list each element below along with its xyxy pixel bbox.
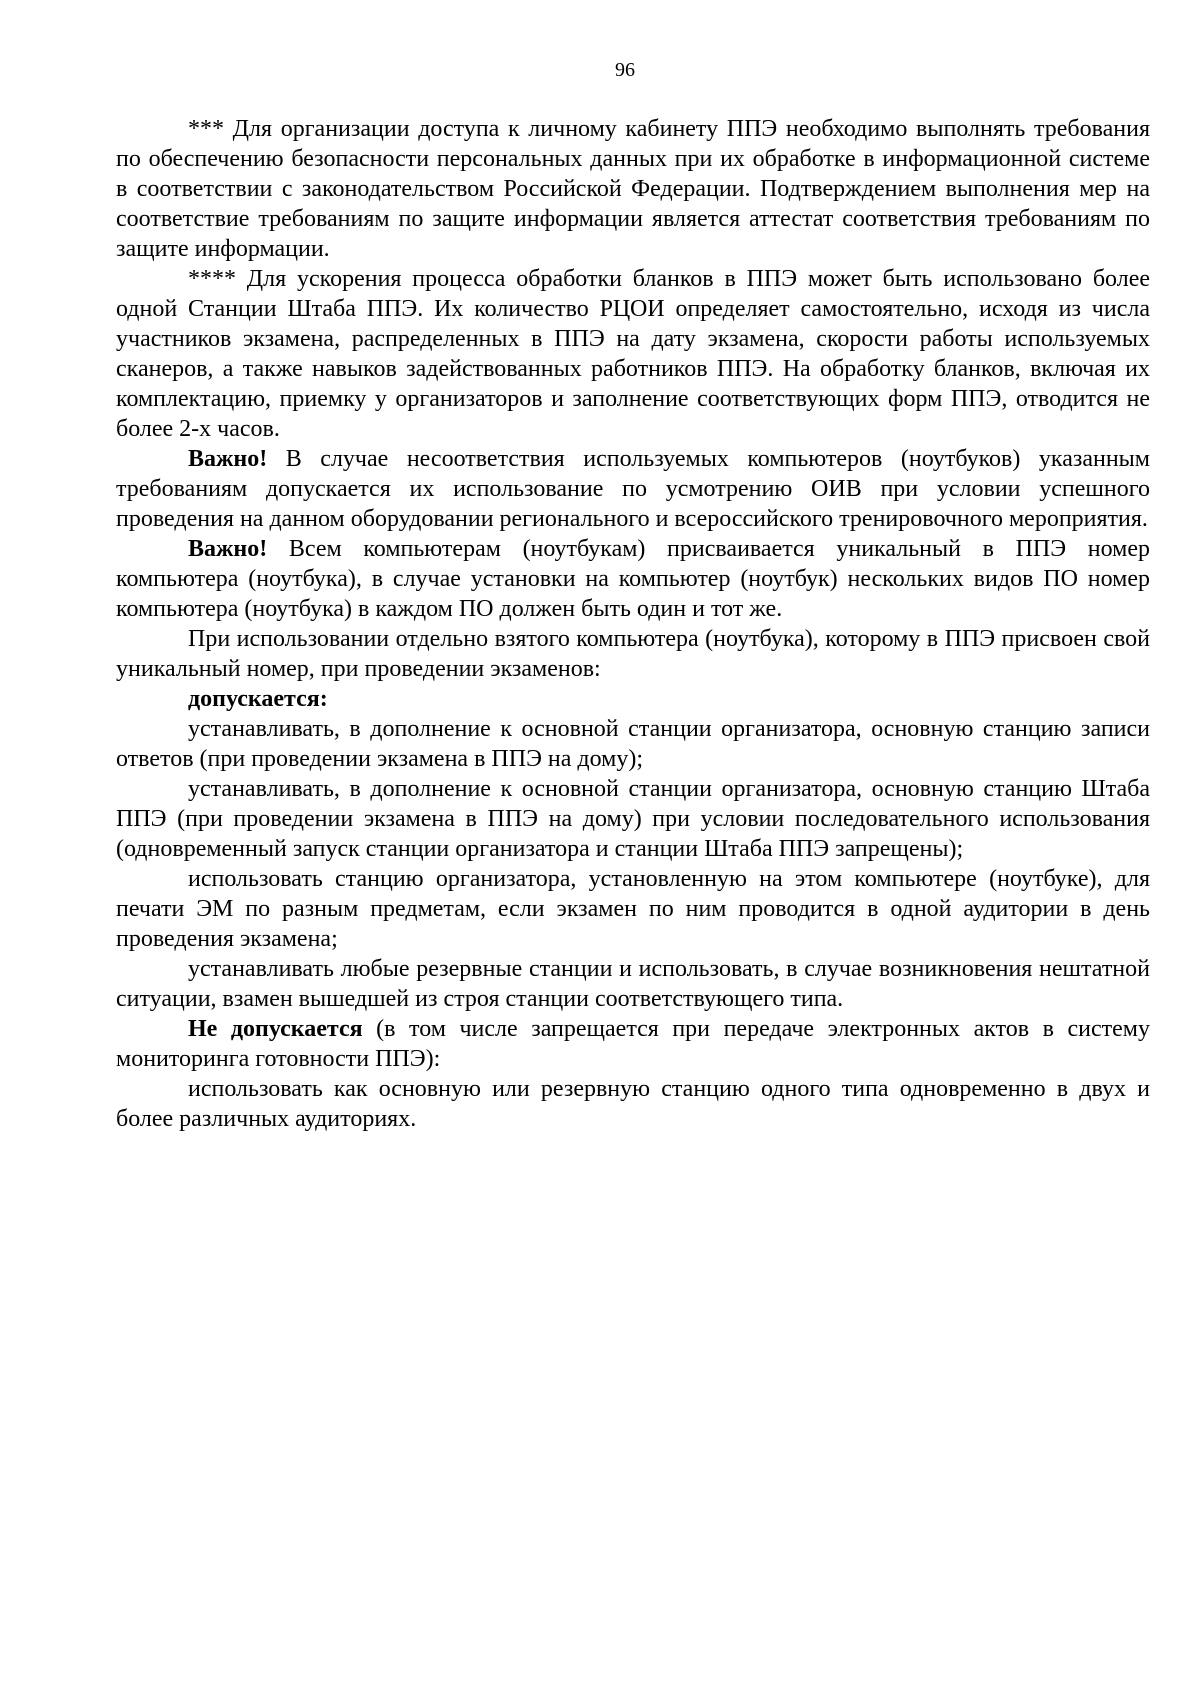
important-label: Важно! <box>188 446 268 472</box>
page-number: 96 <box>615 59 635 81</box>
footnote-staff-stations: **** Для ускорения процесса обработки бланков в ППЭ может быть использовано более одной Станции Штаба ППЭ. Их количество РЦОИ определяет самостоятельно, исходя из числа участников экзамена, распределенных в ППЭ на дату экзамена, скорости работы используемых сканеров, а также навыков задействованных работников ППЭ. На обработку бланков, включая их комплектацию, приемку у организаторов и заполнение соответствующих форм ППЭ, отводится не более 2-х часов. <box>116 266 1150 442</box>
important-note-requirements <box>116 444 1150 534</box>
not-allowed-text: (в том числе запрещается при передаче электронных актов в систему мониторинга готовности ППЭ): <box>116 1016 1150 1072</box>
footnote-personal-data: *** Для организации доступа к личному кабинету ППЭ необходимо выполнять требования по обеспечению безопасности персональных данных при их обработке в информационной системе в соответствии с законодательством Российской Федерации. Подтверждением выполнения мер на соответствие требованиям по защите информации является аттестат соответствия требованиям по защите информации. <box>116 116 1150 262</box>
important-note-numbering <box>116 534 1150 624</box>
important-label: Важно! <box>188 536 268 562</box>
allowed-item: использовать станцию организатора, установленную на этом компьютере (ноутбуке), для печати ЭМ по разным предметам, если экзамен по ним проводится в одной аудитории в день проведения экзамена; <box>116 866 1150 952</box>
allowed-heading <box>116 684 1150 714</box>
allowed-item: устанавливать, в дополнение к основной станции организатора, основную станцию Штаба ППЭ (при проведении экзамена в ППЭ на дому) при условии последовательного использования (одновременный запуск станции организатора и станции Штаба ППЭ запрещены); <box>116 776 1150 862</box>
important-text: Всем компьютерам (ноутбукам) присваивается уникальный в ППЭ номер компьютера (ноутбука), в случае установки на компьютер (ноутбук) нескольких видов ПО номер компьютера (ноутбука) в каждом ПО должен быть один и тот же. <box>116 536 1150 622</box>
allowed-label: допускается: <box>188 686 328 712</box>
allowed-item: устанавливать, в дополнение к основной станции организатора, основную станцию записи ответов (при проведении экзамена в ППЭ на дому); <box>116 716 1150 772</box>
not-allowed-label: Не допускается <box>188 1016 363 1042</box>
not-allowed-heading <box>116 1014 1150 1074</box>
not-allowed-item: использовать как основную или резервную станцию одного типа одновременно в двух и более различных аудиториях. <box>116 1076 1150 1132</box>
important-text: В случае несоответствия используемых компьютеров (ноутбуков) указанным требованиям допускается их использование по усмотрению ОИВ при условии успешного проведения на данном оборудовании регионального и всероссийского тренировочного мероприятия. <box>116 446 1150 532</box>
document-body <box>116 114 1150 1134</box>
usage-intro: При использовании отдельно взятого компьютера (ноутбука), которому в ППЭ присвоен свой уникальный номер, при проведении экзаменов: <box>116 626 1150 682</box>
allowed-item: устанавливать любые резервные станции и использовать, в случае возникновения нештатной ситуации, взамен вышедшей из строя станции соответствующего типа. <box>116 956 1150 1012</box>
